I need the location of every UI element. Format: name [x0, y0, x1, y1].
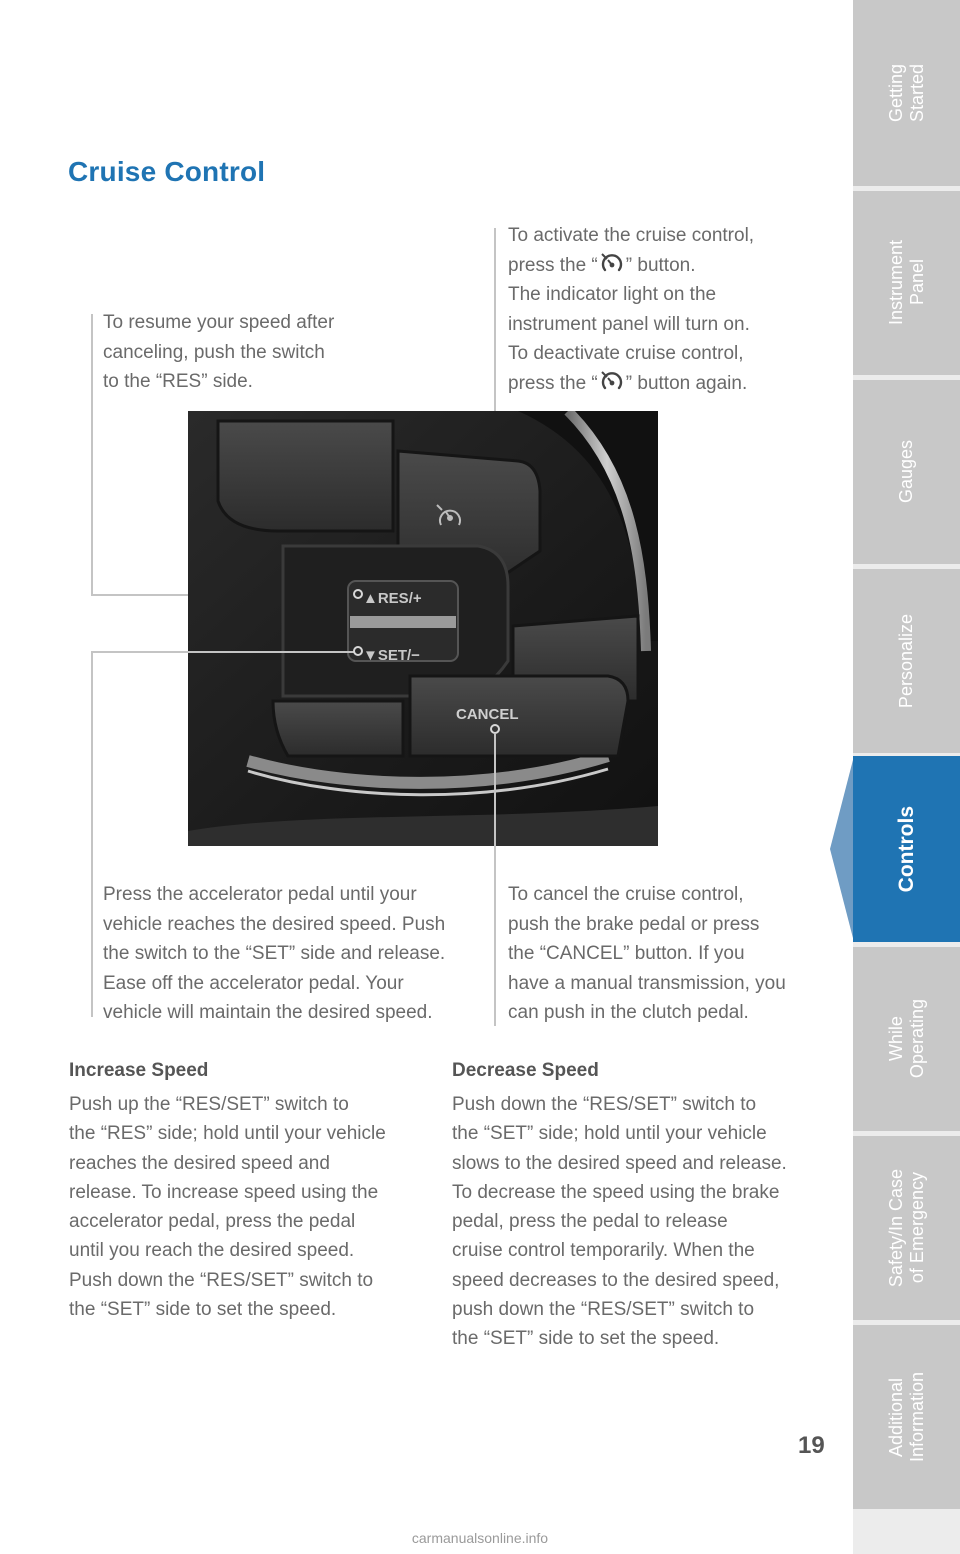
callout-text: push the brake pedal or press [508, 913, 760, 935]
body-line: slows to the desired speed and release. [452, 1152, 787, 1174]
callout-line-set-h [91, 651, 355, 653]
callout-set [103, 880, 483, 1028]
callout-text: to the “RES” side. [103, 371, 253, 392]
callout-text: have a manual transmission, you [508, 972, 786, 994]
tab-safety-emergency[interactable] [853, 1136, 960, 1320]
increase-speed-heading: Increase Speed [69, 1060, 209, 1081]
active-tab-pointer [830, 756, 854, 942]
callout-text: Press the accelerator pedal until your [103, 884, 417, 905]
watermark: carmanualsonline.info [411, 1530, 549, 1546]
body-line: push down the “RES/SET” switch to [452, 1299, 755, 1321]
callout-resume [103, 308, 403, 397]
callout-text: the “CANCEL” button. If you [508, 943, 745, 964]
tab-getting-started[interactable] [853, 0, 960, 186]
increase-speed-body [69, 1090, 429, 1324]
page-title: Cruise Control [68, 156, 266, 187]
tab-label: Personalize [896, 613, 916, 709]
tab-label: Instrument [885, 240, 906, 326]
body-line: until you reach the desired speed. [69, 1240, 355, 1262]
tab-gauges[interactable] [853, 380, 960, 564]
callout-text: vehicle will maintain the desired speed. [103, 1002, 433, 1023]
callout-dot-cancel [490, 724, 500, 734]
cruise-control-icon [599, 251, 625, 277]
decrease-speed-heading: Decrease Speed [452, 1060, 599, 1081]
callout-line-set [91, 651, 93, 1017]
callout-text: To activate the cruise control, [508, 225, 755, 246]
tab-label: Additional [885, 1377, 906, 1457]
callout-text: press the “ [508, 372, 598, 394]
tab-label: Getting [885, 63, 906, 123]
tab-personalize[interactable] [853, 569, 960, 753]
callout-activate [508, 221, 808, 398]
callout-text: To cancel the cruise control, [508, 884, 744, 905]
steering-wheel-illustration [188, 411, 658, 846]
body-line: the “RES” side; hold until your vehicle [69, 1123, 386, 1145]
callout-text: vehicle reaches the desired speed. Push [103, 913, 446, 935]
callout-text: canceling, push the switch [103, 341, 325, 363]
body-line: the “SET” side to set the speed. [452, 1328, 720, 1350]
body-line: speed decreases to the desired speed, [452, 1269, 780, 1291]
tab-label: Started [906, 63, 927, 123]
callout-text: Ease off the accelerator pedal. Your [103, 972, 404, 994]
body-line: Push down the “RES/SET” switch to [69, 1269, 374, 1291]
callout-text: To deactivate cruise control, [508, 343, 744, 364]
decrease-speed-body [452, 1090, 832, 1354]
callout-text: To resume your speed after [103, 312, 335, 333]
cruise-control-icon [599, 369, 625, 395]
tab-controls[interactable] [853, 756, 960, 942]
body-line: To decrease the speed using the brake [452, 1181, 780, 1203]
tab-label: Safety/In Case [885, 1168, 906, 1288]
tab-label: Operating [906, 999, 927, 1079]
callout-line-resume [91, 314, 93, 596]
callout-dot-set [353, 646, 363, 656]
res-switch-label: ▲RES/+ [363, 590, 422, 607]
tab-label: While [885, 1016, 906, 1062]
page-number: 19 [798, 1432, 825, 1459]
callout-line-cancel [494, 734, 496, 1026]
set-switch-label: ▼SET/− [363, 647, 420, 664]
tab-while-operating[interactable] [853, 947, 960, 1131]
body-line: reaches the desired speed and [69, 1152, 330, 1174]
callout-text: The indicator light on the [508, 284, 717, 305]
steering-wheel-photo [188, 411, 658, 846]
body-line: cruise control temporarily. When the [452, 1240, 755, 1262]
body-line: pedal, press the pedal to release [452, 1211, 728, 1233]
tab-instrument-panel[interactable] [853, 191, 960, 375]
callout-text: the switch to the “SET” side and release. [103, 943, 446, 964]
tab-label: Gauges [896, 440, 916, 504]
body-line: Push down the “RES/SET” switch to [452, 1094, 757, 1115]
callout-cancel [508, 880, 828, 1028]
callout-dot-resume [353, 589, 363, 599]
tab-label: of Emergency [906, 1172, 927, 1284]
callout-text: ” button. [625, 254, 696, 276]
body-line: the “SET” side; hold until your vehicle [452, 1123, 767, 1145]
callout-text: instrument panel will turn on. [508, 313, 750, 335]
body-line: release. To increase speed using the [69, 1181, 379, 1203]
body-line: accelerator pedal, press the pedal [69, 1211, 356, 1233]
body-line: Push up the “RES/SET” switch to [69, 1094, 349, 1115]
tab-label: Panel [906, 259, 927, 307]
tab-label: Information [906, 1371, 927, 1463]
tab-additional-information[interactable] [853, 1325, 960, 1509]
callout-text: press the “ [508, 254, 598, 276]
cancel-button-label: CANCEL [456, 706, 519, 723]
body-line: the “SET” side to set the speed. [69, 1299, 337, 1321]
callout-text: can push in the clutch pedal. [508, 1002, 749, 1023]
tab-label: Controls [895, 805, 918, 893]
callout-text: ” button again. [625, 372, 748, 394]
